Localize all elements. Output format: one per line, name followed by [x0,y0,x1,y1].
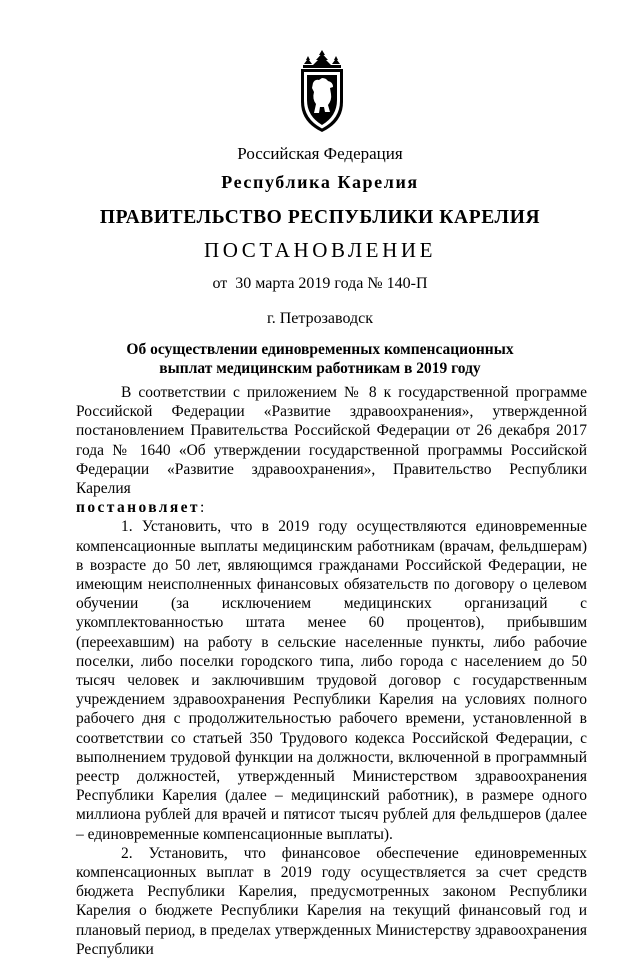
decree-word: постановляет [76,499,200,517]
decree-line [76,498,587,517]
item-2-paragraph: 2. Установить, что финансовое обеспечение единовременных компенсационных выплат в 2019 году осуществляется за счет средств бюджета Республики Карелия, предусмотренных законом Республики Карелия о бюджете Республики Карелия на текущий финансовый год и плановый период, в пределах утвержденных Министерству здравоохранения Республики [76,844,587,958]
document-date: от 30 марта 2019 года № 140-П [212,275,428,292]
document-body [76,383,587,959]
karelia-coat-of-arms-icon [298,50,346,134]
document-type: ПОСТАНОВЛЕНИЕ [203,238,437,262]
document-city: г. Петрозаводск [266,310,374,327]
document-title [0,340,640,378]
document-title-line-1: Об осуществлении единовременных компенсационных [126,341,514,358]
document-title-line-2: выплат медицинским работникам в 2019 году [159,360,481,377]
decree-colon: : [199,499,205,517]
republic-label: Республика Карелия [221,172,419,192]
preamble-paragraph: В соответствии с приложением № 8 к государственной программе Российской Федерации «Развитие здравоохранения», утвержденной постановлением Правительства Российской Федерации от 26 декабря 2017 года № 1640 «Об утверждении государственной программы Российской Федерации «Развитие здравоохранения», Правительство Республики Карелия [76,384,587,498]
item-1-paragraph: 1. Установить, что в 2019 году осуществляются единовременные компенсационные выплаты медицинским работникам (врачам, фельдшерам) в возрасте до 50 лет, являющимся гражданами Российской Федерации, не имеющим неисполненных финансовых обязательств по договору о целевом обучении (за исключением медицинских организаций с укомплектованностью штата менее 60 процентов), прибывшим (переехавшим) на работу в сельские населенные пункты, либо рабочие поселки, либо поселки городского типа, либо города с населением до 50 тысяч человек и заключившим трудовой договор с государственным учреждением здравоохранения Республики Карелия на условиях полного рабочего дня с продолжительностью рабочего времени, установленной в соответствии со статьей 350 Трудового кодекса Российской Федерации, с выполнением трудовой функции на должности, включенной в программный реестр должностей, утвержденный Министерством здравоохранения Республики Карелия (далее – медицинский работник), в размере одного миллиона рублей для врачей и пятисот тысяч рублей для фельдшеров (далее – единовременные компенсационные выплаты). [76,518,587,843]
government-title: ПРАВИТЕЛЬСТВО РЕСПУБЛИКИ КАРЕЛИЯ [99,207,541,228]
federation-label: Российская Федерация [237,144,403,163]
